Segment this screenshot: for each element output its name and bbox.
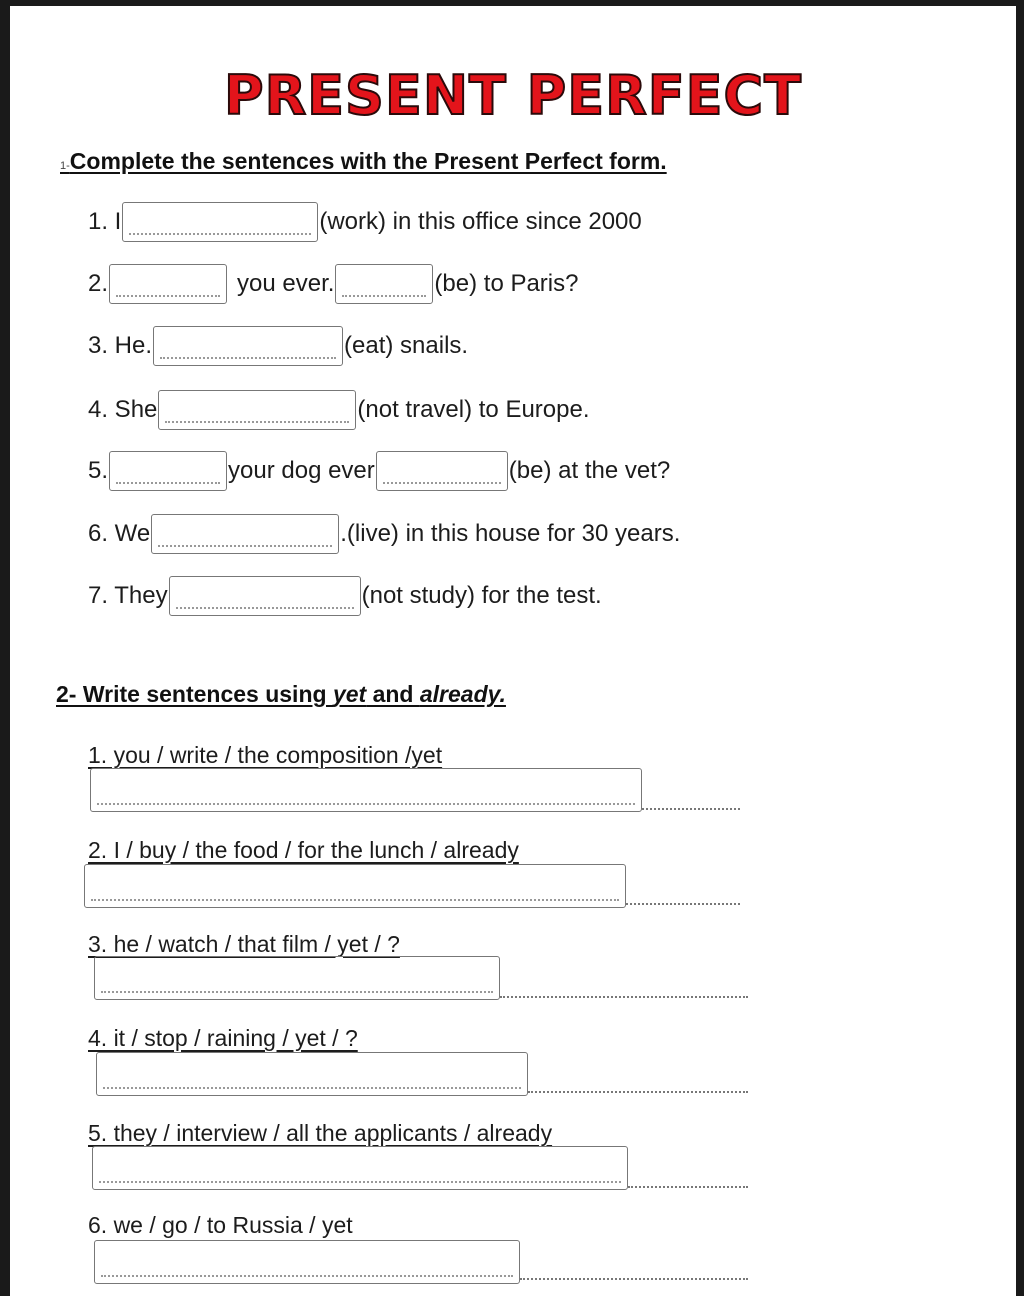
item-text: 1. I bbox=[88, 208, 122, 235]
answer-box[interactable] bbox=[151, 514, 339, 554]
answer-box[interactable] bbox=[94, 956, 500, 1000]
answer-dotted-line bbox=[528, 1091, 748, 1093]
answer-box[interactable] bbox=[153, 326, 343, 366]
answer-box[interactable] bbox=[90, 768, 642, 812]
exercise1-item bbox=[88, 451, 670, 491]
answer-dotted-line bbox=[628, 1186, 748, 1188]
item-text: (not travel) to Europe. bbox=[357, 396, 590, 423]
answer-box[interactable] bbox=[122, 202, 318, 242]
item-text: you ever. bbox=[237, 270, 335, 297]
item-text: .(live) in this house for 30 years. bbox=[340, 520, 681, 547]
answer-box[interactable] bbox=[376, 451, 508, 491]
answer-box[interactable] bbox=[335, 264, 433, 304]
answer-dotted-line bbox=[520, 1278, 748, 1280]
item-text: (not study) for the test. bbox=[361, 582, 602, 609]
answer-dotted-line bbox=[642, 808, 740, 810]
item-text: (be) at the vet? bbox=[508, 457, 671, 484]
item-text: your dog ever bbox=[228, 457, 375, 484]
heading-keyword-yet: yet bbox=[332, 681, 367, 707]
item-text: 6. We bbox=[88, 520, 151, 547]
item-text: (work) in this office since 2000 bbox=[319, 208, 642, 235]
answer-box[interactable] bbox=[169, 576, 361, 616]
exercise2-prompt: 6. we / go / to Russia / yet bbox=[88, 1212, 353, 1238]
answer-box[interactable] bbox=[158, 390, 356, 430]
exercise2-prompt: 5. they / interview / all the applicants / already bbox=[88, 1120, 553, 1146]
heading-keyword-already: already. bbox=[419, 681, 506, 707]
exercise2-prompt: 2. I / buy / the food / for the lunch / already bbox=[88, 837, 519, 863]
answer-dotted-line bbox=[500, 996, 748, 998]
exercise1-item bbox=[88, 264, 578, 304]
answer-box[interactable] bbox=[109, 451, 227, 491]
section1-number: 1- bbox=[60, 160, 70, 172]
exercise1-item bbox=[88, 576, 602, 616]
answer-box[interactable] bbox=[94, 1240, 520, 1284]
answer-box[interactable] bbox=[96, 1052, 528, 1096]
item-text: 3. He. bbox=[88, 332, 153, 359]
item-text: 4. She bbox=[88, 396, 158, 423]
section1-heading-text: Complete the sentences with the Present Perfect form. bbox=[69, 148, 667, 174]
item-text: 2. bbox=[88, 270, 109, 297]
section2-heading bbox=[56, 681, 506, 708]
answer-dotted-line bbox=[626, 903, 740, 905]
answer-box[interactable] bbox=[109, 264, 227, 304]
heading-text: 2- Write sentences using bbox=[56, 681, 333, 707]
item-text: (be) to Paris? bbox=[434, 270, 579, 297]
exercise1-item bbox=[88, 514, 680, 554]
exercise1-item bbox=[88, 390, 590, 430]
item-text: 5. bbox=[88, 457, 109, 484]
page-title: PRESENT PERFECT bbox=[224, 64, 802, 127]
item-text: 7. They bbox=[88, 582, 168, 609]
worksheet-page bbox=[10, 6, 1016, 1296]
answer-box[interactable] bbox=[92, 1146, 628, 1190]
exercise2-prompt: 3. he / watch / that film / yet / ? bbox=[88, 931, 400, 957]
item-text: (eat) snails. bbox=[344, 332, 469, 359]
exercise1-item bbox=[88, 326, 468, 366]
exercise2-prompt: 4. it / stop / raining / yet / ? bbox=[88, 1025, 358, 1051]
section1-heading bbox=[60, 148, 667, 175]
answer-box[interactable] bbox=[84, 864, 626, 908]
exercise1-item bbox=[88, 202, 642, 242]
heading-text: and bbox=[366, 681, 420, 707]
exercise2-prompt: 1. you / write / the composition /yet bbox=[88, 742, 443, 768]
